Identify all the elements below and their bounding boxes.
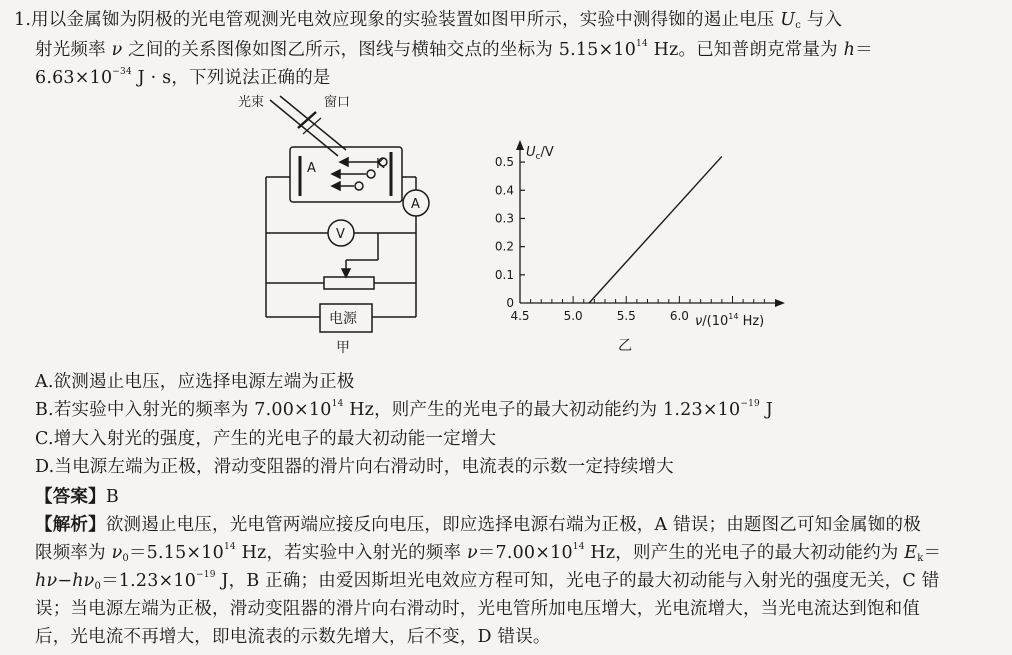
label-ammeter: A <box>411 197 420 212</box>
caption-a: 甲 <box>336 340 350 356</box>
analysis-line-3: $h\nu-h\nu_0=1.23\times 10^{-19}$ J，B 正确；由爱因斯坦光电效应方程可知，光电子的最大初动能与入射光的强度无关，C 错 <box>35 570 940 592</box>
label-beam: 光束 <box>238 95 265 110</box>
x-tick-label: 6.0 <box>669 309 689 323</box>
question-line-3: $6.63\times 10^{-34}$ J · s，下列说法正确的是 <box>35 67 331 88</box>
answer-value: B <box>105 487 119 507</box>
y-tick-label: 0 <box>506 296 514 310</box>
option-c: C.增大入射光的强度，产生的光电子的最大初动能一定增大 <box>35 429 497 449</box>
y-tick-label: 0.4 <box>494 183 514 198</box>
y-axis-label: $U_c/V$ <box>526 145 554 162</box>
slider-arrow <box>342 269 350 277</box>
electron-arrow <box>332 170 340 178</box>
caption-b: 乙 <box>618 338 632 354</box>
electron <box>367 170 375 178</box>
question-line-2: 射光频率 ν 之间的关系图像如图乙所示，图线与横轴交点的坐标为 $5.15\times 10^{14}$ Hz。已知普朗克常量为 h＝ <box>35 39 873 60</box>
x-tick-label: 5.5 <box>616 309 636 323</box>
analysis-tag: 【解析】 <box>35 515 106 535</box>
y-tick-label: 0.3 <box>494 211 514 226</box>
label-power: 电源 <box>329 311 357 327</box>
y-tick-label: 0.2 <box>494 239 514 254</box>
x-axis-arrow <box>775 299 785 307</box>
answer-tag: 【答案】 <box>35 487 106 507</box>
option-b: B.若实验中入射光的频率为 $7.00\times 10^{14}$ Hz，则产生的光电子的最大初动能约为 $1.23\times 10^{-19}$ J <box>35 399 773 420</box>
rheostat <box>324 277 374 289</box>
label-anode: A <box>307 161 316 176</box>
analysis-line-5: 后，光电流不再增大，即电流表的示数先增大，后不变，D 错误。 <box>35 627 551 647</box>
label-window: 窗口 <box>324 95 351 110</box>
x-axis-label: $\nu/(10^{14}$ Hz) <box>695 312 765 329</box>
x-tick-label: 4.5 <box>510 309 530 323</box>
label-voltmeter: V <box>336 227 345 242</box>
electron <box>355 182 363 190</box>
electron-arrow <box>332 182 340 190</box>
uc-frequency-chart <box>490 140 790 355</box>
answer-line <box>35 483 119 508</box>
circuit-diagram <box>228 92 458 362</box>
x-tick-label: 5.0 <box>563 309 583 323</box>
analysis-line-4: 误；当电源左端为正极，滑动变阻器的滑片向右滑动时，光电管所加电压增大，光电流增大，当光电流达到饱和值 <box>35 599 920 619</box>
label-cathode: K <box>376 157 385 172</box>
electron-arrow <box>340 158 348 166</box>
y-tick-label: 0.1 <box>494 267 514 282</box>
y-tick-label: 0.5 <box>494 155 514 170</box>
question-number: 1. <box>14 10 32 30</box>
question-line-1: 1.用以金属铷为阴极的光电管观测光电效应现象的实验装置如图甲所示，实验中测得铷的遏止电压 $U_c$ 与入 <box>14 10 843 31</box>
series-line <box>589 156 722 303</box>
analysis-line-2: 限频率为 $\nu_0=5.15\times 10^{14}$ Hz，若实验中入射光的频率 $\nu=7.00\times 10^{14}$ Hz，则产生的光电子的最大初动能约为 $E_k=$ <box>35 542 942 564</box>
option-a: A.欲测遏止电压，应选择电源左端为正极 <box>35 372 355 392</box>
y-axis-arrow <box>516 140 524 150</box>
option-d: D.当电源左端为正极，滑动变阻器的滑片向右滑动时，电流表的示数一定持续增大 <box>35 457 674 477</box>
analysis-line-1: 【解析】欲测遏止电压，光电管两端应接反向电压，即应选择电源右端为正极，A 错误；由题图乙可知金属铷的极 <box>35 515 921 535</box>
